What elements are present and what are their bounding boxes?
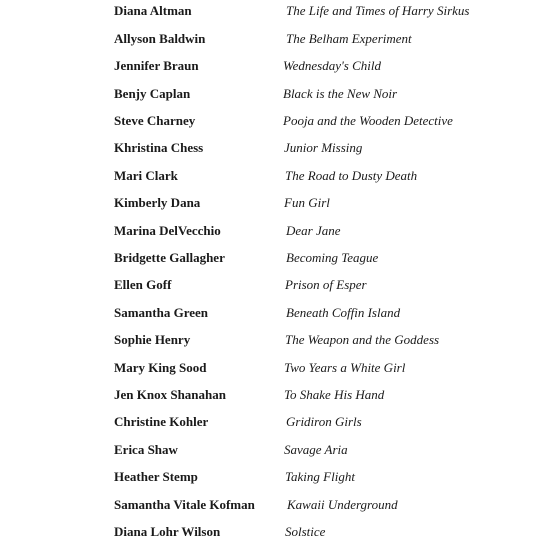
book-title: The Life and Times of Harry Sirkus bbox=[286, 3, 470, 18]
list-row bbox=[0, 385, 557, 412]
list-row bbox=[0, 56, 557, 83]
list-row bbox=[0, 29, 557, 56]
author-name: Samantha Green bbox=[114, 305, 209, 320]
author-name: Marina DelVecchio bbox=[114, 223, 221, 238]
book-title: The Belham Experiment bbox=[286, 31, 412, 46]
list-row bbox=[0, 166, 557, 193]
author-name: Diana Lohr Wilson bbox=[114, 524, 221, 539]
list-row bbox=[0, 412, 557, 439]
author-name: Khristina Chess bbox=[114, 140, 204, 155]
book-title: The Weapon and the Goddess bbox=[285, 332, 440, 347]
book-title: To Shake His Hand bbox=[284, 387, 385, 402]
author-name: Sophie Henry bbox=[114, 332, 191, 347]
author-name: Bridgette Gallagher bbox=[114, 250, 225, 265]
list-row bbox=[0, 303, 557, 330]
list-row bbox=[0, 467, 557, 494]
author-name: Erica Shaw bbox=[114, 442, 178, 457]
book-title: Wednesday's Child bbox=[283, 58, 381, 73]
list-row bbox=[0, 440, 557, 467]
list-row bbox=[0, 495, 557, 522]
book-title: The Road to Dusty Death bbox=[285, 168, 418, 183]
list-row bbox=[0, 193, 557, 220]
book-title: Gridiron Girls bbox=[286, 414, 362, 429]
book-title: Two Years a White Girl bbox=[284, 360, 406, 375]
book-title: Dear Jane bbox=[286, 223, 341, 238]
book-title: Solstice bbox=[285, 524, 326, 539]
list-row bbox=[0, 221, 557, 248]
author-name: Jennifer Braun bbox=[114, 58, 199, 73]
book-title: Prison of Esper bbox=[285, 277, 367, 292]
book-title: Taking Flight bbox=[285, 469, 355, 484]
author-name: Samantha Vitale Kofman bbox=[114, 497, 255, 512]
book-title: Beneath Coffin Island bbox=[286, 305, 401, 320]
author-name: Mari Clark bbox=[114, 168, 178, 183]
author-name: Allyson Baldwin bbox=[114, 31, 206, 46]
author-name: Ellen Goff bbox=[114, 277, 172, 292]
author-name: Diana Altman bbox=[114, 3, 192, 18]
list-row bbox=[0, 275, 557, 302]
author-name: Kimberly Dana bbox=[114, 195, 201, 210]
author-name: Benjy Caplan bbox=[114, 86, 191, 101]
list-row bbox=[0, 84, 557, 111]
author-name: Christine Kohler bbox=[114, 414, 209, 429]
list-row bbox=[0, 330, 557, 357]
book-title: Junior Missing bbox=[284, 140, 363, 155]
book-title: Becoming Teague bbox=[286, 250, 379, 265]
list-row bbox=[0, 111, 557, 138]
list-row bbox=[0, 138, 557, 165]
author-name: Steve Charney bbox=[114, 113, 196, 128]
author-name: Heather Stemp bbox=[114, 469, 198, 484]
author-name: Jen Knox Shanahan bbox=[114, 387, 226, 402]
list-row bbox=[0, 248, 557, 275]
list-row bbox=[0, 358, 557, 385]
book-title: Pooja and the Wooden Detective bbox=[283, 113, 453, 128]
book-title: Black is the New Noir bbox=[283, 86, 398, 101]
book-title: Kawaii Underground bbox=[287, 497, 398, 512]
book-title: Fun Girl bbox=[284, 195, 330, 210]
list-row bbox=[0, 522, 557, 549]
author-name: Mary King Sood bbox=[114, 360, 207, 375]
book-title: Savage Aria bbox=[284, 442, 348, 457]
list-row bbox=[0, 1, 557, 28]
